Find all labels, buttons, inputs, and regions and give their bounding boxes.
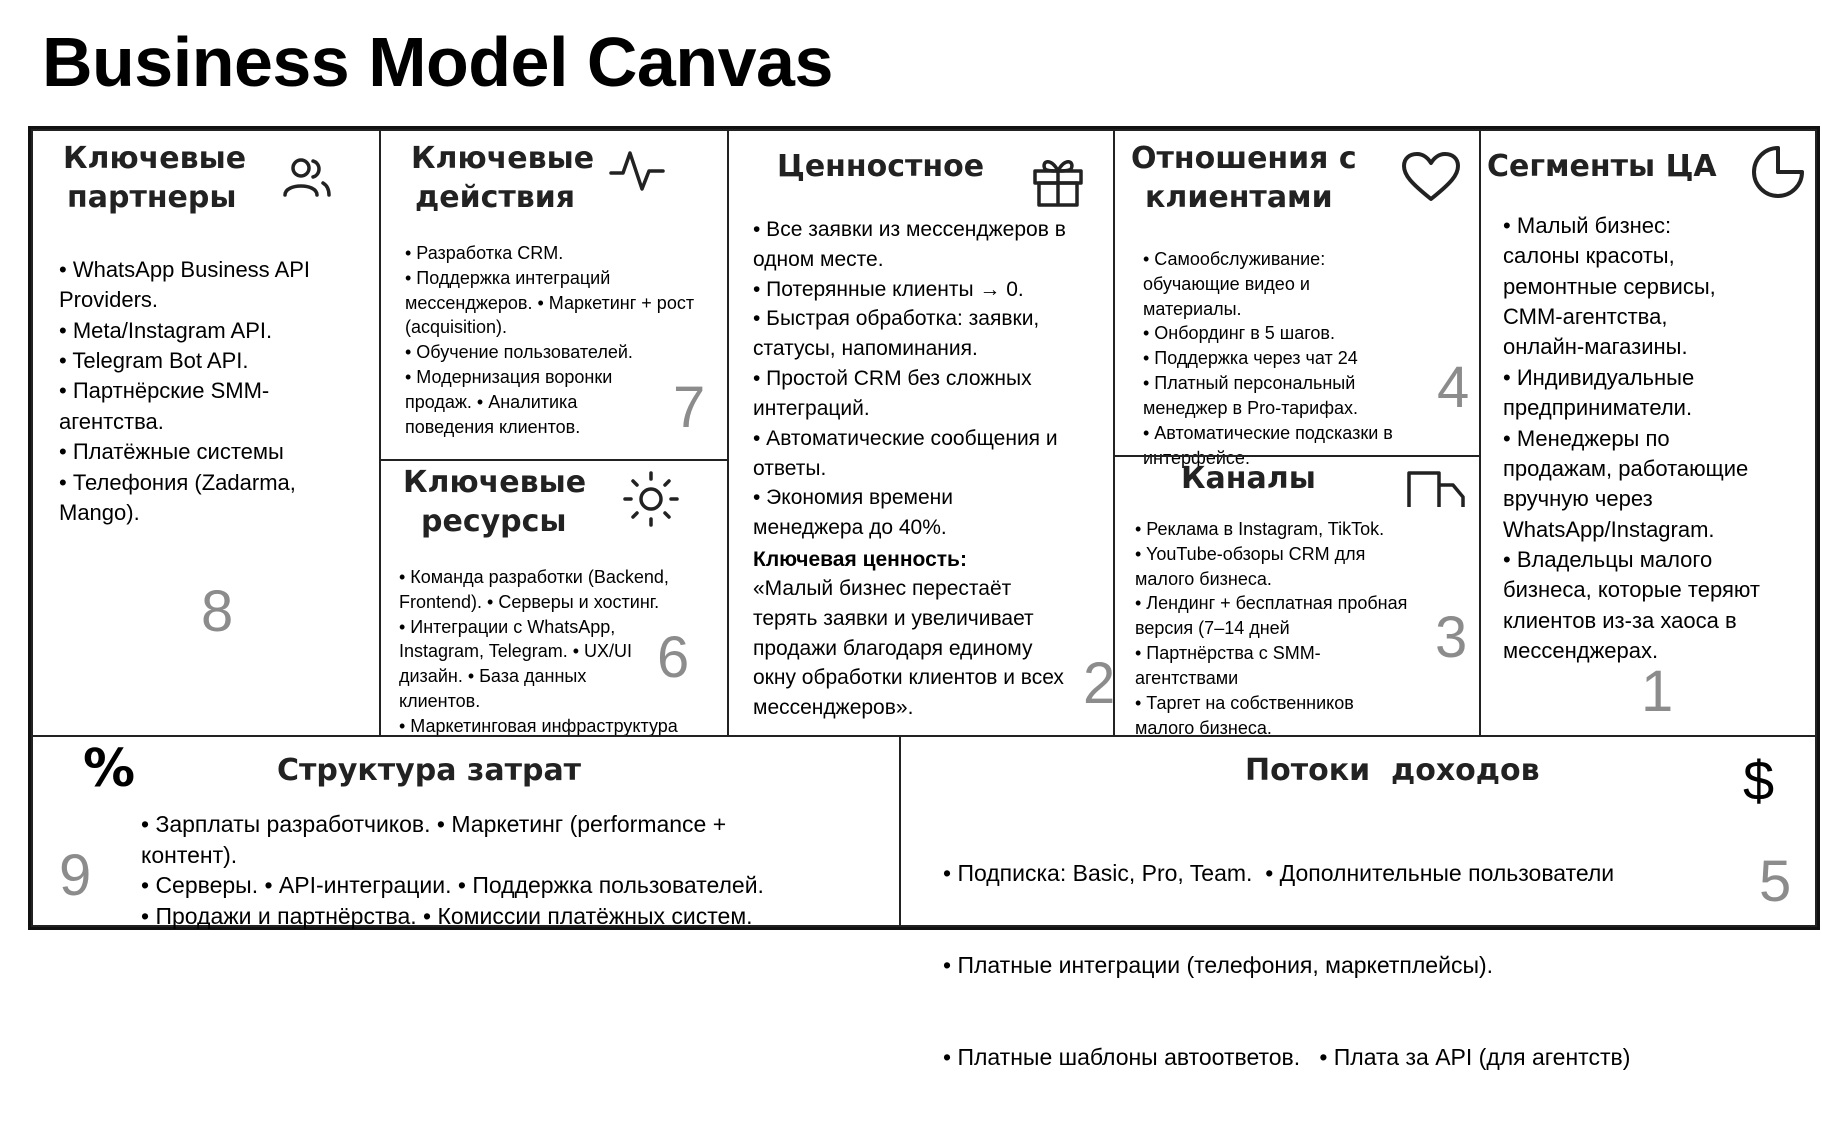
list-item: • Партнёрские SMM-агентства. — [59, 378, 270, 434]
value-proposition-title: Ценностное — [777, 149, 985, 184]
channels-list — [1135, 517, 1468, 740]
customer-segments-block — [1479, 129, 1817, 737]
list-item: • Meta/Instagram API. — [59, 317, 273, 343]
list-item: • Телефония (Zadarma, Mango). — [59, 469, 296, 525]
list-item: • Все заявки из мессенджеров в одном месте. — [753, 218, 1066, 271]
truck-icon — [1405, 469, 1467, 509]
list-item: • Платные интеграции (телефония, маркетплейсы). — [943, 951, 1494, 978]
list-item: • WhatsApp Business API Providers. — [59, 257, 311, 313]
list-item: • Платный персональный менеджер в Pro-тарифах. — [1143, 373, 1359, 418]
block-number: 8 — [201, 579, 234, 644]
list-item: • Владельцы малого бизнеса, которые теряют клиентов из-за хаоса в мессенджерах. — [1503, 546, 1760, 664]
key-resources-block — [379, 459, 729, 737]
page-title: Business Model Canvas — [42, 23, 833, 101]
key-partners-title: Ключевые партнеры — [63, 141, 247, 215]
sun-icon — [621, 469, 681, 529]
customer-segments-list — [1503, 211, 1773, 666]
gift-icon — [1031, 155, 1085, 207]
list-item: • Партнёрства с SMM-агентствами — [1135, 643, 1321, 688]
list-item: • Подписка: Basic, Pro, Team. • Дополнительные пользователи — [943, 860, 1615, 887]
list-item: • Поддержка через чат 24 — [1143, 348, 1358, 369]
business-model-canvas — [28, 126, 1820, 1070]
key-value-label: Ключевая ценность: — [753, 548, 967, 571]
block-number: 2 — [1083, 651, 1116, 716]
list-item: • Реклама в Instagram, TikTok. — [1135, 519, 1385, 539]
block-number: 1 — [1641, 659, 1674, 724]
key-activities-list — [405, 241, 695, 440]
list-item: • Малый бизнес: салоны красоты, ремонтные сервисы, СММ-агентства, онлайн-магазины. — [1503, 213, 1716, 360]
revenue-streams-title: Потоки доходов — [1245, 753, 1540, 788]
list-item: • Таргет на собственников малого бизнеса. — [1135, 692, 1354, 738]
list-item: • Telegram Bot API. — [59, 348, 249, 374]
list-item: • Продажи и партнёрства. • Комиссии платёжных систем. — [141, 902, 753, 929]
customer-relationships-list — [1143, 247, 1453, 470]
customer-relationships-title: Отношения с клиентами — [1131, 141, 1357, 215]
list-item: • YouTube-обзоры CRM для малого бизнеса. — [1135, 543, 1366, 589]
key-partners-list — [59, 255, 349, 528]
key-activities-block — [379, 129, 729, 461]
list-item: • Серверы. • API-интеграции. • Поддержка пользователей. — [141, 872, 764, 899]
list-item: • Онбординг в 5 шагов. — [1143, 323, 1335, 344]
revenue-streams-list — [943, 797, 1763, 1133]
list-item: • Автоматические подсказки в интерфейсе. — [1143, 422, 1393, 468]
list-item: • Поддержка интеграций мессенджеров. • Маркетинг + рост (acquisition). — [405, 267, 695, 338]
cost-structure-title: Структура затрат — [277, 753, 582, 788]
list-item: • Самообслуживание: обучающие видео и материалы. — [1143, 249, 1326, 319]
key-value-text: «Малый бизнес перестаёт терять заявки и увеличивает продажи благодаря единому окну обработки клиентов и всех мессенджеров». — [753, 577, 1064, 720]
percent-icon: % — [83, 739, 136, 799]
list-item: • Автоматические сообщения и ответы. — [753, 426, 1058, 480]
list-item: • Зарплаты разработчиков. • Маркетинг (performance + контент). — [141, 811, 727, 868]
customer-relationships-block — [1113, 129, 1481, 468]
people-icon — [281, 157, 333, 197]
list-item: • Экономия времени менеджера до 40%. — [753, 486, 953, 540]
block-number: 6 — [657, 625, 690, 690]
channels-title: Каналы — [1181, 461, 1316, 496]
list-item: • Команда разработки (Backend, Frontend). • Серверы и хостинг. — [399, 567, 669, 612]
channels-block — [1113, 455, 1481, 737]
list-item: • Индивидуальные предприниматели. — [1503, 364, 1695, 421]
heart-icon — [1401, 151, 1461, 203]
revenue-streams-block — [899, 735, 1817, 1070]
block-number: 5 — [1759, 849, 1792, 914]
list-item: • Платёжные системы — [59, 439, 284, 465]
list-item: • Модернизация воронки продаж. • Аналитика поведения клиентов. — [405, 367, 613, 437]
block-number: 9 — [59, 843, 92, 908]
key-partners-block — [31, 129, 381, 737]
list-item: • Простой CRM без сложных интеграций. — [753, 367, 1032, 420]
dollar-icon: $ — [1743, 749, 1775, 812]
list-item: • Обучение пользователей. — [405, 342, 633, 363]
list-item: • Разработка CRM. — [405, 243, 564, 263]
list-item: • Быстрая обработка: заявки, статусы, напоминания. — [753, 307, 1040, 361]
block-number: 3 — [1435, 605, 1468, 670]
pie-chart-icon — [1749, 143, 1807, 201]
list-item: • Менеджеры по продажам, работающие вручную через WhatsApp/Instagram. — [1503, 425, 1749, 542]
value-proposition-block — [727, 129, 1115, 737]
list-item: • Интеграции с WhatsApp, Instagram, Telegram. • UX/UI дизайн. • База данных клиентов. — [399, 616, 633, 712]
customer-segments-title: Сегменты ЦА — [1487, 149, 1717, 184]
value-proposition-list — [753, 215, 1097, 543]
list-item: • Маркетинговая инфраструктура — [399, 715, 678, 736]
key-resources-title: Ключевые ресурсы — [403, 465, 587, 539]
block-number: 7 — [673, 375, 706, 440]
cost-structure-block — [31, 735, 901, 927]
activity-icon — [609, 149, 665, 193]
list-item: • Лендинг + бесплатная пробная версия (7–14 дней — [1135, 593, 1408, 639]
list-item: • Платные шаблоны автоответов. • Плата за API (для агентств) — [943, 1043, 1631, 1070]
cost-structure-list — [141, 809, 841, 931]
key-activities-title: Ключевые действия — [411, 141, 595, 215]
list-item: • Потерянные клиенты → 0. — [753, 277, 1024, 301]
block-number: 4 — [1437, 355, 1470, 420]
